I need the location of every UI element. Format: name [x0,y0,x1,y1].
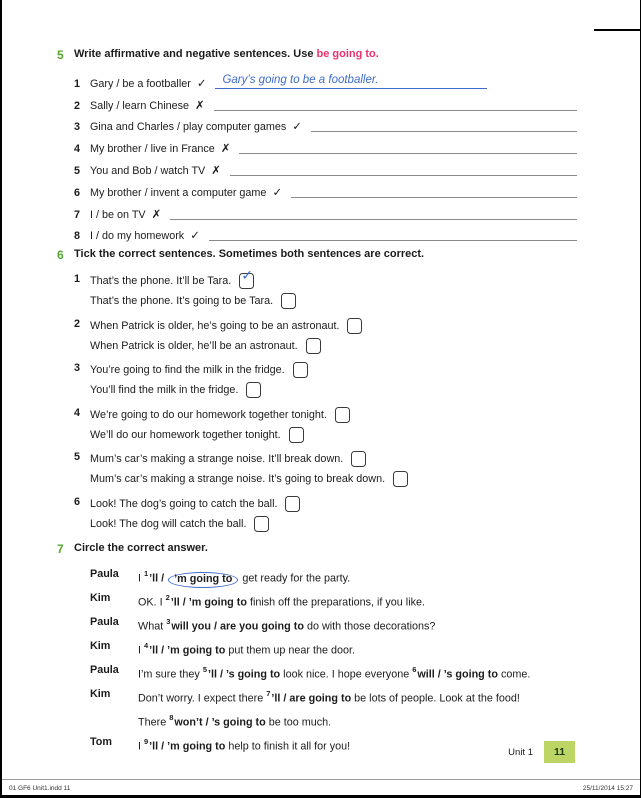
dialogue-line [90,733,577,757]
tick-mark: ✓ [241,267,253,284]
exercise6-item [74,316,577,356]
sentence-pair [90,405,577,445]
choice-number: 6 [412,664,417,674]
choice-number: 3 [166,617,171,627]
item-prompt: You and Bob / watch TV [90,164,206,177]
page-content [2,0,640,757]
checkbox[interactable] [285,496,300,512]
check-mark: ✓ [272,186,283,199]
checkbox[interactable] [347,318,362,334]
speaker-name: Paula [90,663,119,676]
checkbox[interactable] [351,451,366,467]
item-number: 3 [74,362,81,375]
answer-choice[interactable]: ’ll / ’m going to [149,644,226,657]
checkbox[interactable] [393,471,408,487]
dialogue-line [90,565,577,589]
speaker-name: Kim [90,687,111,700]
dialogue-fragment: do with those decorations? [303,620,436,633]
dialogue-fragment: Don’t worry. I expect there [138,692,267,705]
exercise6-number: 6 [57,248,64,263]
handwritten-answer: Gary’s going to be a footballer. [222,73,379,86]
check-mark: ✓ [292,121,302,134]
dialogue-fragment: be too much. [265,716,332,729]
choice-number: 2 [165,593,170,603]
choice-number: 9 [144,736,149,746]
exercise5-heading [74,48,577,61]
checkbox[interactable] [335,407,350,423]
dialogue-fragment: be lots of people. Look at the food! [351,692,520,705]
checkbox[interactable] [293,362,308,378]
answer-choice[interactable]: will you / are you going to [171,620,304,633]
speaker-name: Kim [90,592,111,605]
dialogue-line [90,709,577,733]
sentence-option [90,336,577,356]
sentence-text: Look! The dog’s going to catch the ball. [90,497,278,510]
dialogue-fragment: put them up near the door. [225,644,355,657]
dialogue-line [90,589,577,613]
speaker-name: Tom [90,735,112,748]
sentence-pair [90,449,577,489]
sentence-option [90,449,577,469]
exercise5-title-highlight: be going to. [316,48,379,60]
speaker-name: Kim [90,640,111,653]
item-prompt: Gary / be a footballer [90,77,191,90]
exercise5-title: Write affirmative and negative sentences. Use [74,48,317,60]
exercise5-item [74,93,577,115]
print-footer-left: 01 GF6 Unit1.indd 11 [9,785,71,792]
exercise5-item [74,202,577,224]
dialogue-fragment: OK. I [138,596,166,609]
scan-artifact [594,29,640,31]
dialogue-text [138,565,577,589]
sentence-text: That’s the phone. It’ll be Tara. [90,275,232,288]
dialogue-fragment: look nice. I hope everyone [280,668,413,681]
exercise7-heading [74,542,577,555]
dialogue-text [138,613,577,637]
answer-choice[interactable]: will [417,668,435,681]
answer-line[interactable] [214,96,577,111]
exercise6-item [74,360,577,400]
sentence-option [90,291,577,311]
item-number: 6 [74,495,81,508]
checkbox[interactable] [289,427,304,443]
sentence-pair [90,360,577,400]
dialogue-fragment: I [138,740,144,753]
dialogue-text [138,637,577,661]
item-number: 1 [74,273,81,286]
answer-line[interactable] [170,205,577,220]
answer-line[interactable] [311,117,577,132]
exercise5-items [74,71,577,245]
sentence-option [90,514,577,534]
answer-choice[interactable]: ’ll [149,572,159,585]
exercise7-lines [74,565,577,756]
sentence-option [90,494,577,514]
sentence-text: Mum’s car’s making a strange noise. It’s going to break down. [90,473,386,486]
item-number: 8 [74,230,81,243]
answer-line[interactable] [215,74,487,89]
exercise5-number: 5 [57,48,64,62]
cross-mark: ✗ [211,164,221,177]
exercise-5 [57,48,577,245]
sentence-pair [90,267,577,311]
sentence-option [90,425,577,445]
sentence-option [90,469,577,489]
choice-number: 5 [202,664,207,674]
answer-choice[interactable]: ’ll / ’m going to [170,596,247,609]
checkbox[interactable] [254,516,269,532]
page-footer [508,741,575,763]
sentence-text: Mum’s car’s making a strange noise. It’ll break down. [90,453,344,466]
dialogue-line [90,685,577,709]
answer-choice[interactable]: ’ll / ’s going to [207,668,281,681]
item-number: 5 [74,451,81,464]
sentence-text: That’s the phone. It’s going to be Tara. [90,295,274,308]
item-number: 3 [74,121,81,134]
answer-choice[interactable]: / [158,572,168,585]
choice-number: 1 [144,569,149,579]
dialogue-line [90,661,577,685]
dialogue-text [138,589,577,613]
item-number: 4 [74,406,81,419]
item-prompt: Gina and Charles / play computer games [90,121,287,134]
exercise6-heading [74,248,577,261]
sentence-text: We’re going to do our homework together tonight. [90,408,327,421]
dialogue-fragment: I [138,644,144,657]
answer-choice[interactable]: ’ll / ’m going to [149,740,226,753]
item-number: 2 [74,99,81,112]
exercise5-item [74,180,577,202]
item-number: 6 [74,186,81,199]
answer-line[interactable] [209,226,577,241]
unit-label: Unit 1 [508,746,533,758]
dialogue-text [138,709,577,733]
answer-line[interactable] [230,161,577,176]
dialogue-fragment: help to finish it all for you! [225,740,351,753]
sentence-option [90,360,577,380]
dialogue-text [138,685,577,709]
item-prompt: Sally / learn Chinese [90,99,190,112]
item-number: 1 [74,77,81,90]
exercise6-item [74,405,577,445]
sentence-option [90,316,577,336]
checkbox[interactable] [281,293,296,309]
sentence-pair [90,494,577,534]
speaker-name: Paula [90,568,119,581]
dialogue-fragment: come. [497,668,531,681]
print-footer [2,779,640,792]
exercise-7 [57,542,577,756]
exercise7-number: 7 [57,542,64,557]
sentence-text: You’ll find the milk in the fridge. [90,384,239,397]
dialogue-fragment: I [138,572,144,585]
circled-answer[interactable]: ’m going to [168,572,238,588]
sentence-option [90,380,577,400]
speaker-name: Paula [90,616,119,629]
item-prompt: I / do my homework [90,230,185,243]
answer-choice[interactable]: / ’s going to [434,668,498,681]
dialogue-fragment: I’m sure they [138,668,203,681]
dialogue-fragment: finish off the preparations, if you like. [246,596,426,609]
dialogue-line [90,637,577,661]
dialogue-fragment: There [138,716,170,729]
exercise-6 [57,248,577,538]
sentence-text: When Patrick is older, he’s going to be an astronaut. [90,319,340,332]
dialogue-text [138,661,577,685]
checkbox[interactable] [239,267,254,289]
item-prompt: My brother / invent a computer game [90,186,267,199]
item-prompt: My brother / live in France [90,143,215,156]
item-prompt: I / be on TV [90,208,146,221]
check-mark: ✓ [190,230,200,243]
exercise6-item [74,494,577,534]
check-mark: ✓ [196,77,207,90]
sentence-text: Look! The dog will catch the ball. [90,517,247,530]
answer-line[interactable] [291,183,577,198]
page-number-badge: 11 [544,741,575,763]
answer-line[interactable] [239,139,577,154]
exercise5-item [74,71,577,93]
answer-choice[interactable]: ’ll / are going to [271,692,352,705]
exercise6-title: Tick the correct sentences. Sometimes both sentences are correct. [74,248,425,261]
exercise7-title: Circle the correct answer. [74,542,208,555]
item-number: 4 [74,143,81,156]
dialogue-line [90,613,577,637]
item-number: 2 [74,317,81,330]
cross-mark: ✗ [195,99,205,112]
choice-number: 4 [144,641,149,651]
exercise5-item [74,136,577,158]
exercise5-item [74,115,577,137]
item-number: 5 [74,164,81,177]
exercise6-item [74,267,577,311]
exercise6-item [74,449,577,489]
cross-mark: ✗ [220,143,231,156]
sentence-text: You’re going to find the milk in the fridge. [90,364,285,377]
choice-number: 8 [169,712,174,722]
cross-mark: ✗ [151,208,162,221]
checkbox[interactable] [246,382,261,398]
sentence-option [90,267,577,291]
sentence-text: When Patrick is older, he’ll be an astronaut. [90,339,298,352]
sentence-pair [90,316,577,356]
speaker-name [90,709,138,733]
exercise5-item [74,158,577,180]
dialogue-fragment: What [138,620,167,633]
answer-choice[interactable]: won’t / ’s going to [174,716,266,729]
sentence-text: We’ll do our homework together tonight. [90,428,281,441]
item-number: 7 [74,208,81,221]
print-footer-right: 25/11/2014 15:27 [582,785,633,792]
choice-number: 7 [266,688,271,698]
exercise5-item [74,224,577,246]
exercise6-items [74,267,577,534]
checkbox[interactable] [306,338,321,354]
dialogue-fragment: get ready for the party. [239,572,351,585]
sentence-option [90,405,577,425]
